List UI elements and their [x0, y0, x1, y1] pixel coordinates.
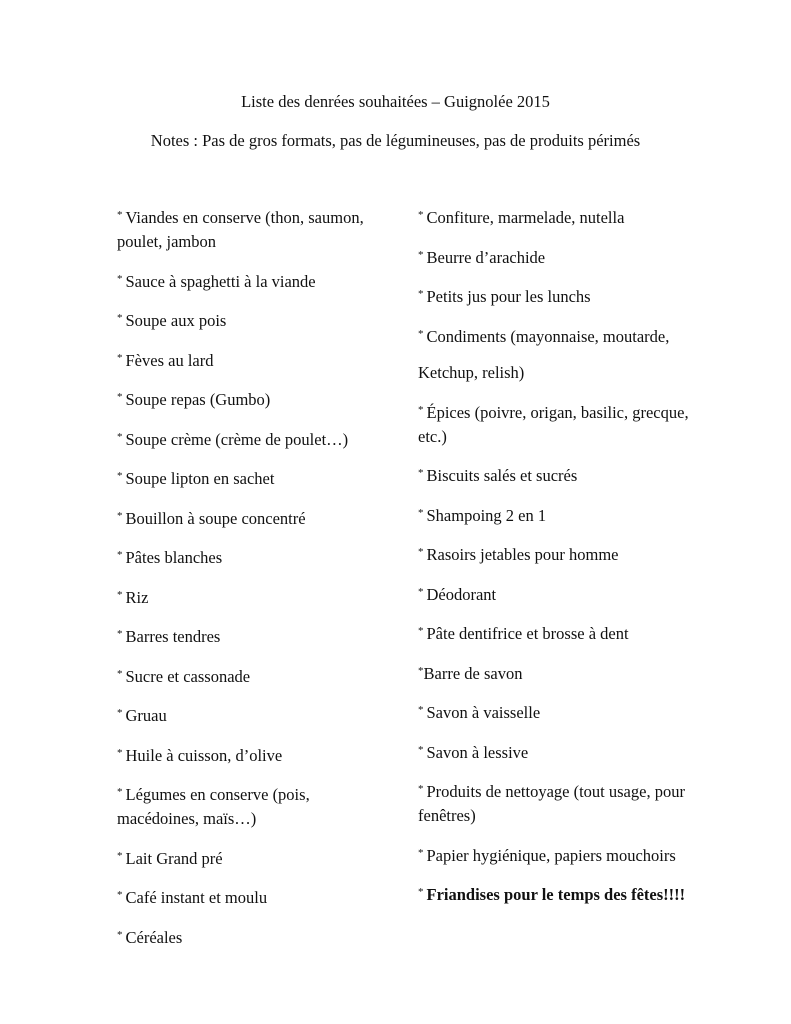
bullet-star: * — [117, 312, 123, 324]
bullet-star: * — [418, 209, 424, 221]
list-item — [418, 880, 698, 907]
list-item — [418, 398, 698, 449]
list-item-text: Barre de savon — [423, 663, 523, 683]
list-item-text: Condiments (mayonnaise, moutarde, — [426, 326, 670, 346]
bullet-star: * — [418, 403, 424, 416]
list-item-text: Produits de nettoyage (tout usage, pour fenêtres) — [418, 782, 685, 825]
bullet-star: * — [418, 625, 424, 637]
left-item-list — [117, 203, 387, 962]
list-item — [117, 504, 387, 531]
list-item-text: Soupe lipton en sachet — [125, 469, 275, 488]
list-item-text: Savon à vaisselle — [426, 703, 541, 722]
list-item-text: Shampoing 2 en 1 — [426, 505, 547, 525]
list-item — [418, 738, 698, 765]
list-item — [117, 583, 387, 610]
list-item — [117, 346, 387, 373]
list-item-text: Biscuits salés et sucrés — [426, 466, 578, 485]
bullet-star: * — [117, 786, 123, 798]
list-item-text: Petits jus pour les lunchs — [426, 287, 591, 306]
list-item-text: Café instant et moulu — [125, 888, 268, 907]
list-item — [117, 780, 387, 831]
list-item — [117, 425, 387, 452]
list-item — [418, 243, 698, 270]
list-item-text: Déodorant — [426, 584, 497, 604]
list-item-text: Légumes en conserve (pois, macédoines, maïs…) — [117, 785, 310, 828]
bullet-star: * — [418, 585, 424, 598]
list-item — [418, 282, 698, 309]
list-item-text: Huile à cuisson, d’olive — [125, 745, 283, 765]
bullet-star: * — [418, 327, 424, 340]
list-item-text: Lait Grand pré — [125, 848, 223, 868]
list-item-text: Soupe crème (crème de poulet…) — [125, 429, 349, 449]
list-item — [418, 619, 698, 646]
list-item — [418, 777, 698, 828]
list-item — [418, 461, 698, 488]
bullet-star: * — [117, 889, 123, 901]
list-item — [418, 841, 698, 868]
list-item — [117, 267, 387, 294]
list-item-text: Fèves au lard — [125, 350, 214, 370]
document-title: Liste des denrées souhaitées – Guignolée 2015 — [241, 92, 550, 111]
list-item — [418, 540, 698, 567]
list-item-text: Rasoirs jetables pour homme — [426, 545, 619, 564]
bullet-star: * — [117, 430, 123, 443]
bullet-star: * — [117, 667, 123, 680]
right-item-list — [418, 203, 698, 920]
bullet-star: * — [418, 704, 424, 716]
list-item-text: Soupe repas (Gumbo) — [125, 390, 271, 409]
list-item-text: Riz — [125, 587, 149, 607]
bullet-star: * — [418, 546, 424, 558]
bullet-star: * — [117, 391, 123, 403]
list-item — [418, 322, 698, 349]
list-item — [418, 501, 698, 528]
list-item — [117, 662, 387, 689]
list-item — [117, 741, 387, 768]
bullet-star: * — [418, 248, 424, 261]
list-item-text: Pâtes blanches — [125, 548, 223, 567]
list-item — [418, 203, 698, 230]
list-item — [418, 361, 698, 385]
list-item-text: Gruau — [125, 706, 167, 725]
bullet-star: * — [418, 467, 424, 479]
bullet-star: * — [418, 506, 424, 519]
list-item-text: Épices (poivre, origan, basilic, grecque, etc.) — [418, 402, 689, 446]
list-item — [117, 923, 387, 950]
bullet-star: * — [117, 628, 123, 640]
list-item — [117, 701, 387, 728]
list-item-text: Savon à lessive — [426, 742, 529, 762]
bullet-star: * — [117, 849, 123, 862]
bullet-star: * — [117, 351, 123, 364]
document-notes: Notes : Pas de gros formats, pas de légumineuses, pas de produits périmés — [150, 131, 641, 150]
list-item — [117, 203, 387, 254]
list-item-text-bold: Friandises pour le temps des fêtes!!!! — [426, 885, 686, 904]
bullet-star: * — [418, 288, 424, 300]
list-item — [418, 580, 698, 607]
list-item — [117, 543, 387, 570]
bullet-star: * — [117, 746, 123, 759]
list-item — [117, 306, 387, 333]
bullet-star: * — [117, 272, 123, 285]
bullet-star: * — [418, 743, 424, 756]
list-item-text: Pâte dentifrice et brosse à dent — [426, 624, 629, 643]
list-item-text: Confiture, marmelade, nutella — [426, 208, 625, 227]
bullet-star: * — [418, 783, 424, 795]
list-item — [117, 385, 387, 412]
list-item-text: Soupe aux pois — [125, 311, 227, 330]
bullet-star: * — [418, 664, 424, 677]
list-item-text: Céréales — [125, 927, 183, 947]
list-item-text: Papier hygiénique, papiers mouchoirs — [426, 845, 676, 865]
list-item — [117, 464, 387, 491]
bullet-star: * — [117, 470, 123, 482]
bullet-star: * — [117, 549, 123, 561]
bullet-star: * — [117, 209, 123, 221]
list-item-text: Sucre et cassonade — [125, 666, 251, 686]
list-item — [418, 698, 698, 725]
bullet-star: * — [117, 707, 123, 719]
list-item-text: Barres tendres — [125, 627, 221, 646]
list-item-text: Ketchup, relish) — [418, 363, 525, 382]
list-item — [418, 659, 698, 686]
bullet-star: * — [418, 886, 424, 898]
list-item — [117, 622, 387, 649]
list-item-text: Bouillon à soupe concentré — [125, 508, 306, 528]
bullet-star: * — [117, 928, 123, 941]
bullet-star: * — [117, 588, 123, 601]
bullet-star: * — [117, 509, 123, 522]
list-item-text: Beurre d’arachide — [426, 247, 546, 267]
list-item — [117, 844, 387, 871]
list-item — [117, 883, 387, 910]
list-item-text: Viandes en conserve (thon, saumon, poulet, jambon — [117, 208, 364, 251]
bullet-star: * — [418, 846, 424, 859]
list-item-text: Sauce à spaghetti à la viande — [125, 271, 316, 291]
